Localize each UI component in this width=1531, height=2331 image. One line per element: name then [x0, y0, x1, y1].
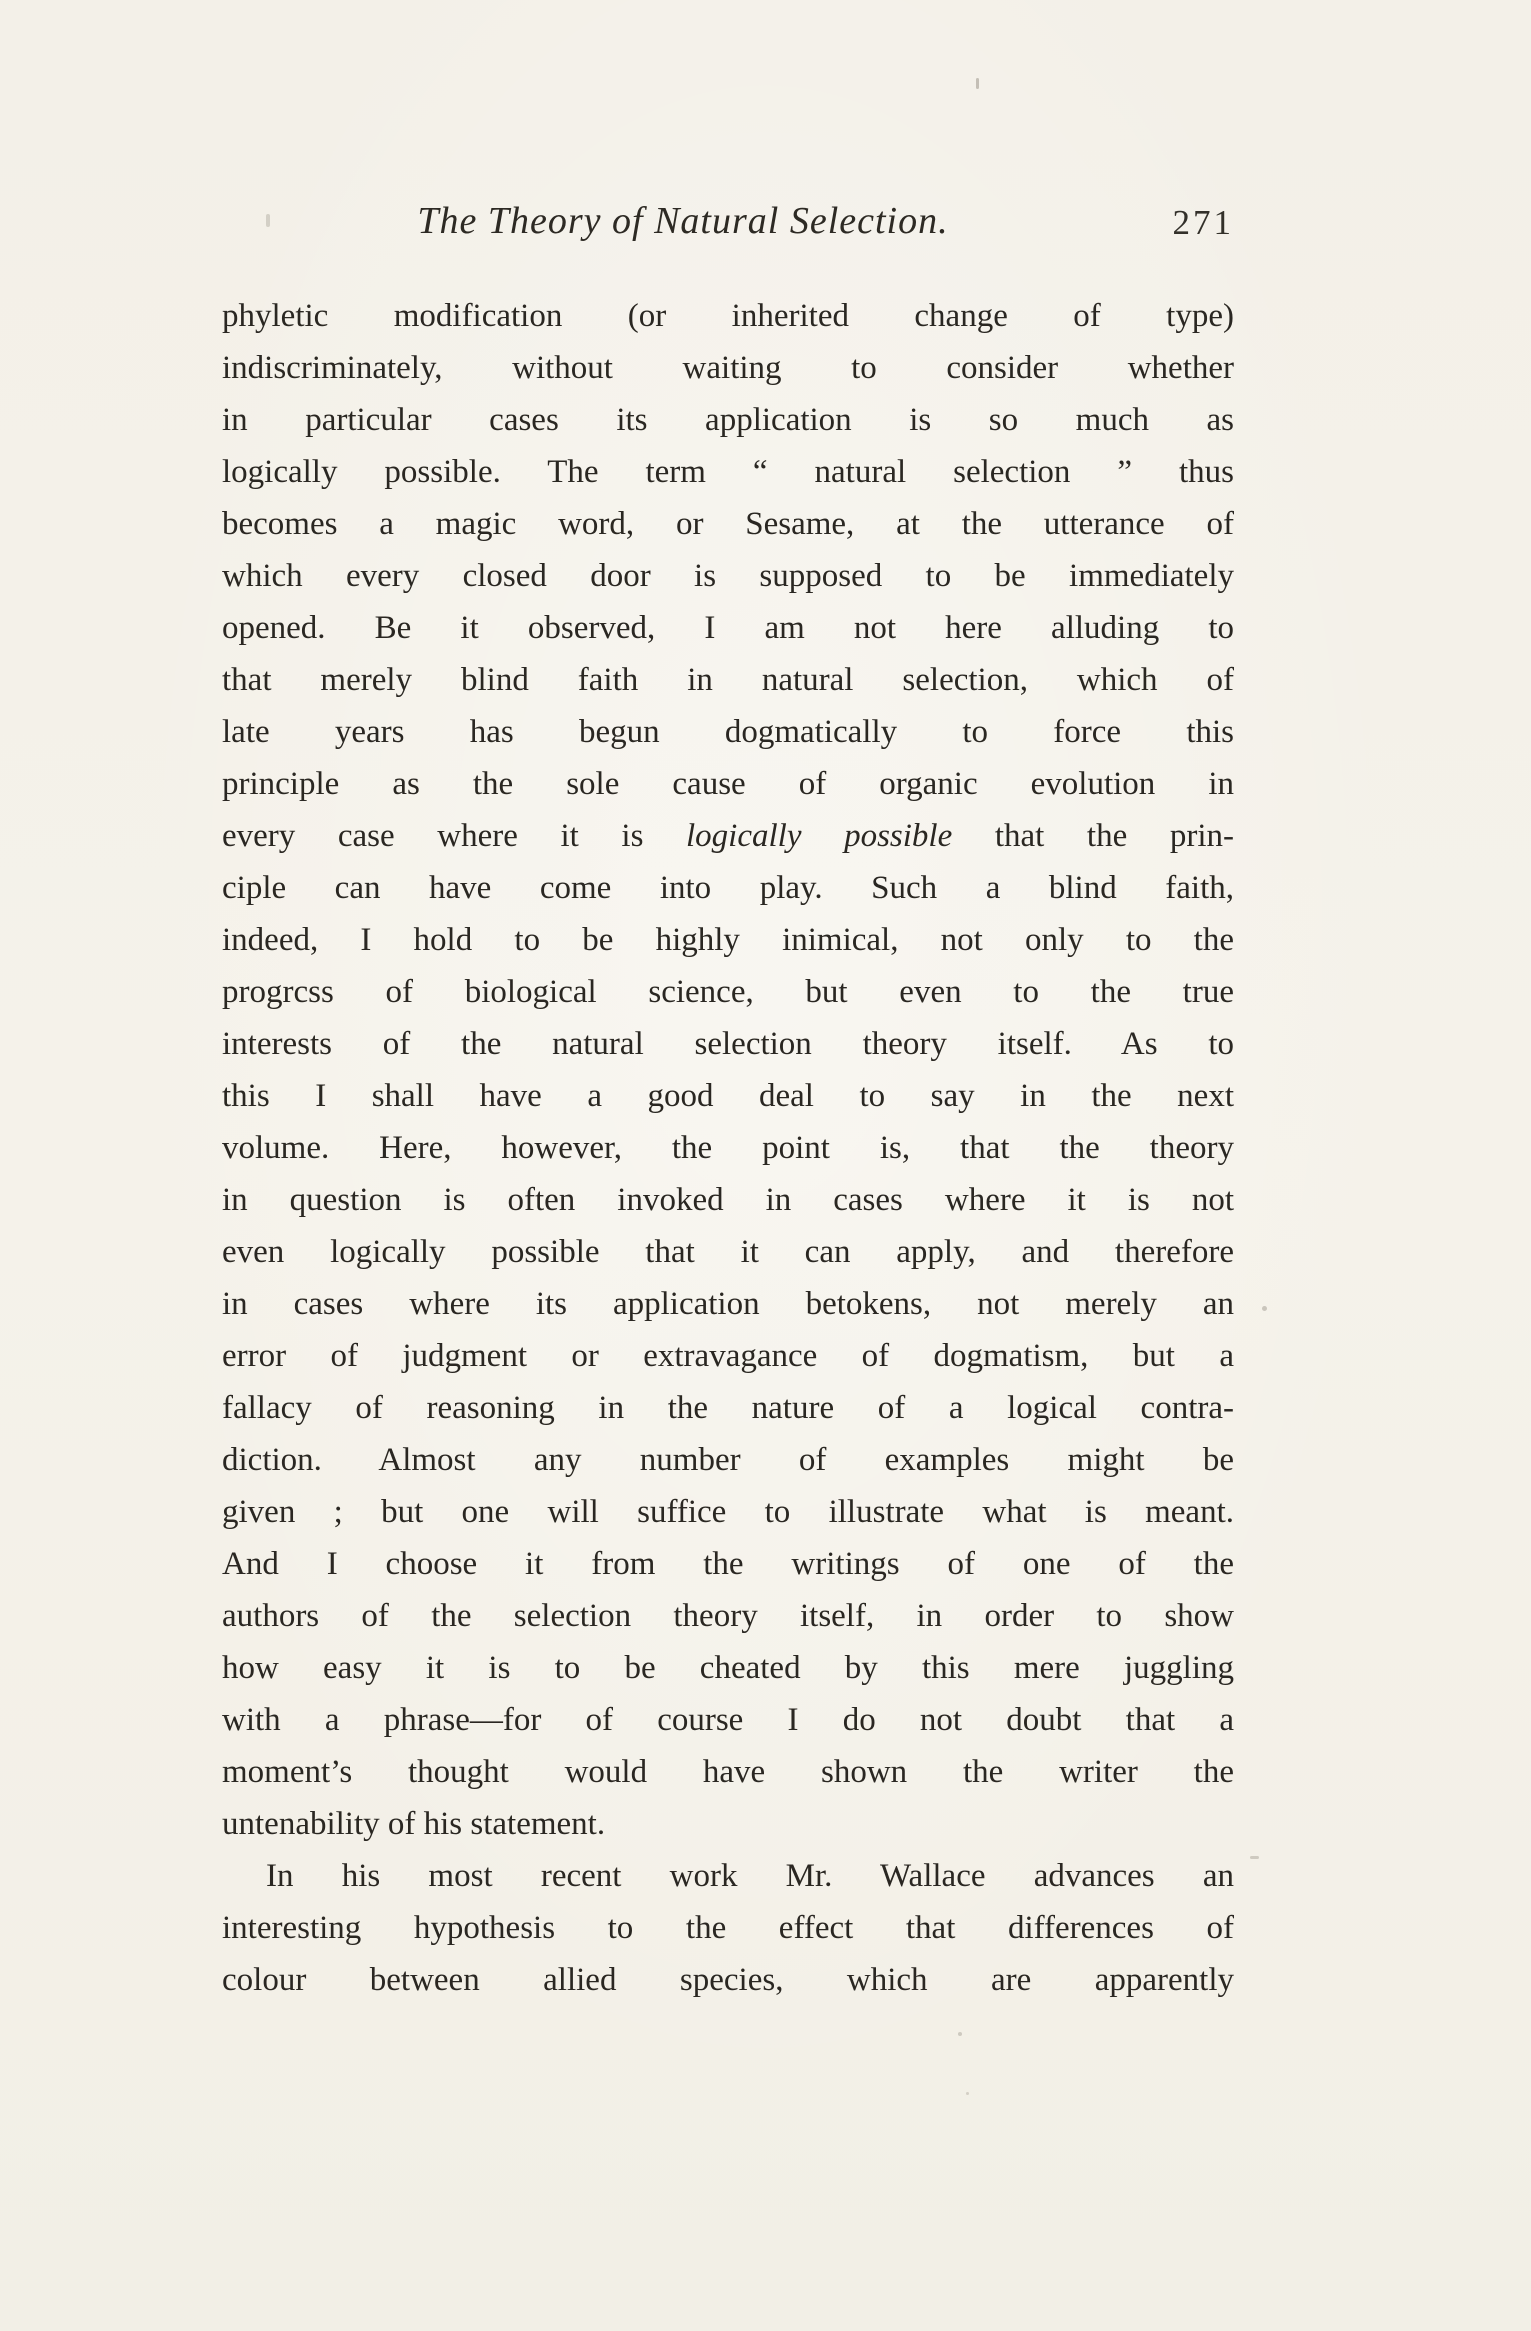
- text-line: [222, 1538, 1234, 1590]
- text-segment: in cases where its application betokens, not merely an: [222, 1286, 1234, 1322]
- text-segment: indeed, I hold to be highly inimical, not only to the: [222, 922, 1234, 958]
- text-line: [222, 706, 1234, 758]
- text-line: [222, 1070, 1234, 1122]
- scan-artifact: [958, 2032, 962, 2036]
- text-line: [222, 342, 1234, 394]
- text-line: [222, 1486, 1234, 1538]
- text-line: [222, 1330, 1234, 1382]
- text-segment: that merely blind faith in natural selection, which of: [222, 662, 1234, 698]
- text-line: [222, 1694, 1234, 1746]
- text-segment: In his most recent work Mr. Wallace advances an: [266, 1858, 1234, 1894]
- text-segment: interesting hypothesis to the effect that differences of: [222, 1910, 1234, 1946]
- text-line: [222, 810, 1234, 862]
- text-segment: authors of the selection theory itself, in order to show: [222, 1598, 1234, 1634]
- text-line: [222, 602, 1234, 654]
- text-segment: And I choose it from the writings of one of the: [222, 1546, 1234, 1582]
- text-line: [222, 1174, 1234, 1226]
- text-segment: opened. Be it observed, I am not here alluding to: [222, 610, 1234, 646]
- text-line: [222, 1226, 1234, 1278]
- page-body: [222, 290, 1234, 2006]
- text-line: [222, 758, 1234, 810]
- text-segment: with a phrase—for of course I do not doubt that a: [222, 1702, 1234, 1738]
- page-header: [222, 198, 1234, 244]
- text-segment: ciple can have come into play. Such a blind faith,: [222, 870, 1234, 906]
- text-line: [222, 1122, 1234, 1174]
- text-segment: colour between allied species, which are apparently: [222, 1962, 1234, 1998]
- text-line: [222, 1642, 1234, 1694]
- text-segment: fallacy of reasoning in the nature of a logical contra-: [222, 1390, 1234, 1426]
- text-line: [222, 498, 1234, 550]
- text-segment: even logically possible that it can apply, and therefore: [222, 1234, 1234, 1270]
- text-segment: given ; but one will suffice to illustrate what is meant.: [222, 1494, 1234, 1530]
- text-line: [222, 446, 1234, 498]
- text-segment: indiscriminately, without waiting to consider whether: [222, 350, 1234, 386]
- text-line: [222, 1902, 1234, 1954]
- text-segment: late years has begun dogmatically to force this: [222, 714, 1234, 750]
- text-segment: in question is often invoked in cases where it is not: [222, 1182, 1234, 1218]
- page-number: 271: [1172, 203, 1234, 242]
- text-segment: how easy it is to be cheated by this mere juggling: [222, 1650, 1234, 1686]
- text-line: [222, 1850, 1234, 1902]
- text-segment: error of judgment or extravagance of dogmatism, but a: [222, 1338, 1234, 1374]
- text-line: [222, 550, 1234, 602]
- text-segment: this I shall have a good deal to say in the next: [222, 1078, 1234, 1114]
- text-line: [222, 1382, 1234, 1434]
- paragraph: [222, 1850, 1234, 2006]
- scan-artifact: [976, 78, 979, 89]
- text-line: [222, 1798, 1234, 1850]
- text-line: [222, 966, 1234, 1018]
- text-segment: interests of the natural selection theory itself. As to: [222, 1026, 1234, 1062]
- text-line: [222, 1746, 1234, 1798]
- running-title: The Theory of Natural Selection.: [417, 200, 949, 242]
- text-segment: which every closed door is supposed to be immediately: [222, 558, 1234, 594]
- text-line: [222, 654, 1234, 706]
- text-line: [222, 1018, 1234, 1070]
- scan-artifact: [1262, 1306, 1267, 1311]
- scan-artifact: [966, 2092, 969, 2095]
- text-segment: volume. Here, however, the point is, that the theory: [222, 1130, 1234, 1166]
- text-line: [222, 290, 1234, 342]
- emphasized-text: logically possible: [686, 818, 953, 854]
- text-line: [222, 1954, 1234, 2006]
- text-line: [222, 914, 1234, 966]
- scan-artifact: [1250, 1856, 1259, 1859]
- text-segment: logically possible. The term “ natural selection ” thus: [222, 454, 1234, 490]
- text-line: [222, 862, 1234, 914]
- text-segment: that the prin-: [952, 818, 1234, 854]
- text-segment: untenability of his statement.: [222, 1806, 606, 1842]
- text-line: [222, 394, 1234, 446]
- text-segment: diction. Almost any number of examples might be: [222, 1442, 1234, 1478]
- paragraph: [222, 290, 1234, 1850]
- text-segment: every case where it is: [222, 818, 687, 854]
- text-line: [222, 1278, 1234, 1330]
- text-segment: in particular cases its application is so much as: [222, 402, 1234, 438]
- text-segment: becomes a magic word, or Sesame, at the utterance of: [222, 506, 1234, 542]
- text-segment: phyletic modification (or inherited change of type): [222, 298, 1234, 334]
- text-segment: moment’s thought would have shown the writer the: [222, 1754, 1234, 1790]
- text-line: [222, 1434, 1234, 1486]
- text-segment: principle as the sole cause of organic evolution in: [222, 766, 1234, 802]
- text-block: [222, 198, 1234, 2006]
- text-line: [222, 1590, 1234, 1642]
- text-segment: progrcss of biological science, but even to the true: [222, 974, 1234, 1010]
